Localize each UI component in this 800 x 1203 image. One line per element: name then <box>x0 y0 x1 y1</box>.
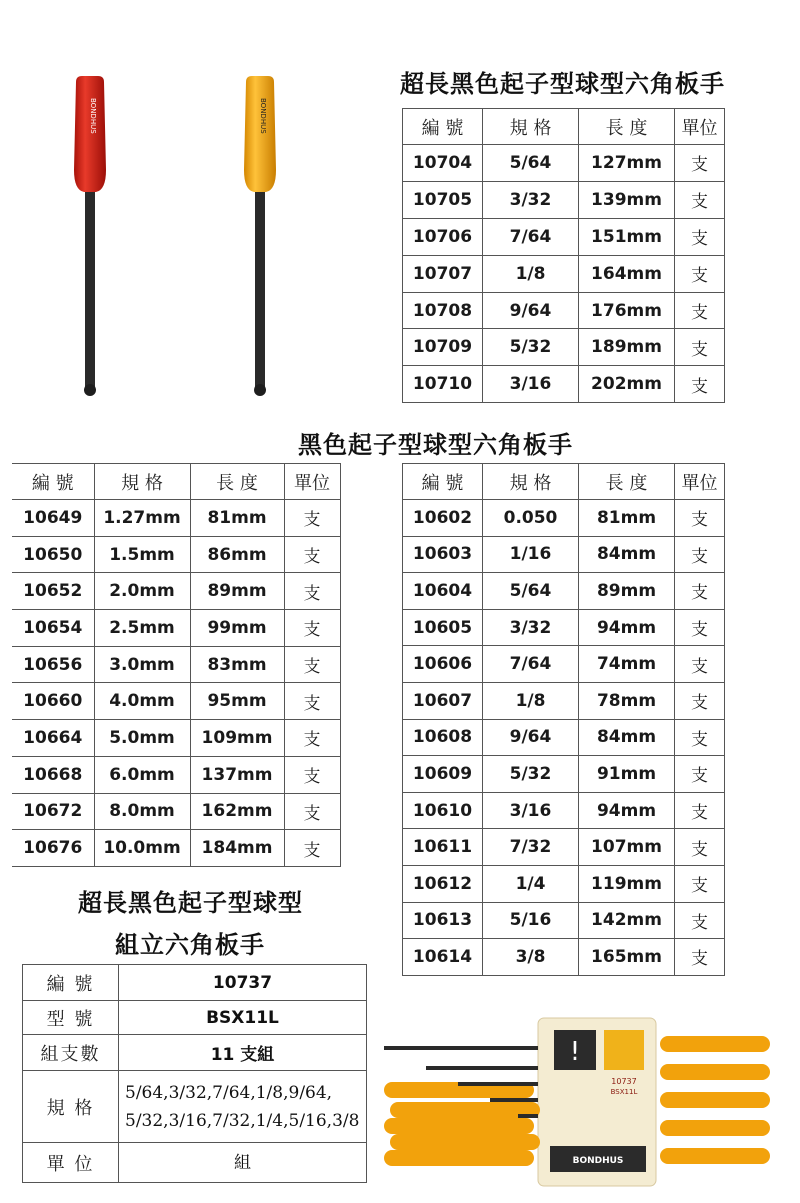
code-cell: 10611 <box>403 829 483 866</box>
length-cell: 78mm <box>579 682 675 719</box>
set-driver-handle <box>660 1036 770 1052</box>
size-cell: 8.0mm <box>94 793 190 830</box>
length-cell: 162mm <box>190 793 284 830</box>
size-cell: 3/32 <box>483 609 579 646</box>
header-length: 長 度 <box>579 464 675 500</box>
table-row <box>12 756 340 793</box>
length-cell: 94mm <box>579 792 675 829</box>
set-driver-shaft <box>458 1082 538 1086</box>
set-spec-line1: 5/64,3/32,7/64,1/8,9/64, <box>125 1082 333 1103</box>
size-cell: 0.050 <box>483 500 579 537</box>
size-cell: 1.27mm <box>94 500 190 537</box>
unit-cell: 支 <box>675 829 725 866</box>
code-cell: 10660 <box>12 683 94 720</box>
header-code: 編 號 <box>403 109 483 145</box>
unit-cell: 支 <box>284 683 340 720</box>
set-model-value: BSX11L <box>119 1001 367 1035</box>
code-cell: 10707 <box>403 255 483 292</box>
unit-cell: 支 <box>675 145 725 182</box>
code-cell: 10705 <box>403 181 483 218</box>
set-pack-model: BSX11L <box>610 1088 638 1096</box>
length-cell: 109mm <box>190 720 284 757</box>
size-cell: 3/32 <box>483 181 579 218</box>
svg-text:!: ! <box>569 1037 581 1067</box>
unit-cell: 支 <box>675 255 725 292</box>
yellow-driver-photo <box>230 70 290 400</box>
set-driver-handle <box>390 1134 540 1150</box>
size-cell: 5.0mm <box>94 720 190 757</box>
unit-cell: 支 <box>675 902 725 939</box>
unit-cell: 支 <box>284 756 340 793</box>
set-pack-label: 10737 <box>611 1077 637 1086</box>
length-cell: 176mm <box>579 292 675 329</box>
set-spec-value <box>119 1071 367 1143</box>
size-cell: 1/8 <box>483 255 579 292</box>
code-cell: 10607 <box>403 682 483 719</box>
unit-cell: 支 <box>675 500 725 537</box>
set-count-label: 組支數 <box>23 1035 119 1071</box>
set-unit-label: 單 位 <box>23 1143 119 1183</box>
size-cell: 7/64 <box>483 218 579 255</box>
unit-cell: 支 <box>675 609 725 646</box>
length-cell: 127mm <box>579 145 675 182</box>
header-unit: 單位 <box>675 109 725 145</box>
size-cell: 4.0mm <box>94 683 190 720</box>
header-size: 規 格 <box>483 464 579 500</box>
code-cell: 10603 <box>403 536 483 573</box>
table-metric <box>12 463 341 867</box>
set-spec-label: 規 格 <box>23 1071 119 1143</box>
code-cell: 10672 <box>12 793 94 830</box>
table-row <box>403 939 725 976</box>
size-cell: 3.0mm <box>94 646 190 683</box>
length-cell: 94mm <box>579 609 675 646</box>
table-row <box>403 682 725 719</box>
table-row <box>12 610 340 647</box>
unit-cell: 支 <box>675 865 725 902</box>
code-cell: 10609 <box>403 756 483 793</box>
table-row <box>12 793 340 830</box>
unit-cell: 支 <box>675 646 725 683</box>
header-unit: 單位 <box>675 464 725 500</box>
table-long-series <box>402 108 725 403</box>
set-driver-shaft <box>490 1098 538 1102</box>
length-cell: 83mm <box>190 646 284 683</box>
code-cell: 10668 <box>12 756 94 793</box>
table-row <box>12 500 340 537</box>
size-cell: 1/4 <box>483 865 579 902</box>
length-cell: 142mm <box>579 902 675 939</box>
length-cell: 74mm <box>579 646 675 683</box>
table-row <box>403 865 725 902</box>
red-driver-photo <box>60 70 120 400</box>
length-cell: 86mm <box>190 536 284 573</box>
title-long-series: 超長黑色起子型球型六角板手 <box>400 70 725 98</box>
size-cell: 1/16 <box>483 536 579 573</box>
table-row <box>403 902 725 939</box>
length-cell: 119mm <box>579 865 675 902</box>
length-cell: 91mm <box>579 756 675 793</box>
set-driver-handle <box>390 1102 540 1118</box>
set-driver-handle <box>660 1064 770 1080</box>
size-cell: 9/64 <box>483 719 579 756</box>
size-cell: 5/64 <box>483 145 579 182</box>
code-cell: 10708 <box>403 292 483 329</box>
svg-text:BONDHUS: BONDHUS <box>89 98 97 134</box>
table-row <box>12 830 340 867</box>
code-cell: 10612 <box>403 865 483 902</box>
table-row <box>403 829 725 866</box>
set-pack-brand: BONDHUS <box>572 1156 624 1166</box>
set-driver-shaft <box>384 1046 538 1050</box>
unit-cell: 支 <box>675 292 725 329</box>
table-row <box>403 255 725 292</box>
unit-cell: 支 <box>284 830 340 867</box>
length-cell: 81mm <box>190 500 284 537</box>
set-spec-line2: 5/32,3/16,7/32,1/4,5/16,3/8 <box>125 1110 360 1131</box>
size-cell: 3/16 <box>483 792 579 829</box>
set-driver-shaft <box>426 1066 538 1070</box>
unit-cell: 支 <box>284 720 340 757</box>
set-driver-handle <box>660 1148 770 1164</box>
table-row <box>403 329 725 366</box>
table-row <box>12 536 340 573</box>
table-row <box>403 500 725 537</box>
size-cell: 2.5mm <box>94 610 190 647</box>
length-cell: 84mm <box>579 536 675 573</box>
set-driver-handle <box>660 1120 770 1136</box>
header-size: 規 格 <box>483 109 579 145</box>
length-cell: 89mm <box>190 573 284 610</box>
unit-cell: 支 <box>675 181 725 218</box>
table-row <box>403 646 725 683</box>
set-driver-shaft <box>518 1114 538 1118</box>
header-code: 編 號 <box>403 464 483 500</box>
set-driver-handle <box>384 1118 534 1134</box>
unit-cell: 支 <box>675 939 725 976</box>
table-row <box>12 720 340 757</box>
table-row <box>403 756 725 793</box>
code-cell: 10654 <box>12 610 94 647</box>
unit-cell: 支 <box>284 610 340 647</box>
set-code-value: 10737 <box>119 965 367 1001</box>
unit-cell: 支 <box>675 792 725 829</box>
header-size: 規 格 <box>94 464 190 500</box>
set-model-label: 型 號 <box>23 1001 119 1035</box>
length-cell: 81mm <box>579 500 675 537</box>
table-row <box>403 181 725 218</box>
unit-cell: 支 <box>675 756 725 793</box>
table-row <box>12 683 340 720</box>
length-cell: 137mm <box>190 756 284 793</box>
unit-cell: 支 <box>284 500 340 537</box>
code-cell: 10610 <box>403 792 483 829</box>
header-length: 長 度 <box>579 109 675 145</box>
unit-cell: 支 <box>284 536 340 573</box>
unit-cell: 支 <box>675 366 725 403</box>
table-set <box>22 964 367 1183</box>
length-cell: 107mm <box>579 829 675 866</box>
code-cell: 10606 <box>403 646 483 683</box>
code-cell: 10652 <box>12 573 94 610</box>
unit-cell: 支 <box>675 536 725 573</box>
code-cell: 10704 <box>403 145 483 182</box>
table-row <box>403 609 725 646</box>
code-cell: 10649 <box>12 500 94 537</box>
table-row <box>403 792 725 829</box>
length-cell: 99mm <box>190 610 284 647</box>
set-title-line2: 組立六角板手 <box>115 931 265 959</box>
table-row <box>403 573 725 610</box>
title-standard-series: 黑色起子型球型六角板手 <box>298 431 573 459</box>
size-cell: 6.0mm <box>94 756 190 793</box>
size-cell: 5/32 <box>483 329 579 366</box>
table-row <box>403 719 725 756</box>
unit-cell: 支 <box>284 573 340 610</box>
size-cell: 2.0mm <box>94 573 190 610</box>
table-row <box>403 292 725 329</box>
table-row <box>12 573 340 610</box>
code-cell: 10605 <box>403 609 483 646</box>
code-cell: 10709 <box>403 329 483 366</box>
table-row <box>12 646 340 683</box>
header-length: 長 度 <box>190 464 284 500</box>
unit-cell: 支 <box>675 573 725 610</box>
code-cell: 10650 <box>12 536 94 573</box>
code-cell: 10604 <box>403 573 483 610</box>
length-cell: 165mm <box>579 939 675 976</box>
code-cell: 10676 <box>12 830 94 867</box>
length-cell: 202mm <box>579 366 675 403</box>
size-cell: 1.5mm <box>94 536 190 573</box>
length-cell: 89mm <box>579 573 675 610</box>
code-cell: 10710 <box>403 366 483 403</box>
table-row <box>403 145 725 182</box>
unit-cell: 支 <box>675 218 725 255</box>
set-code-label: 編 號 <box>23 965 119 1001</box>
code-cell: 10613 <box>403 902 483 939</box>
set-driver-handle <box>660 1092 770 1108</box>
length-cell: 151mm <box>579 218 675 255</box>
svg-text:BONDHUS: BONDHUS <box>259 98 267 134</box>
size-cell: 5/16 <box>483 902 579 939</box>
unit-cell: 支 <box>675 719 725 756</box>
length-cell: 139mm <box>579 181 675 218</box>
unit-cell: 支 <box>675 329 725 366</box>
header-unit: 單位 <box>284 464 340 500</box>
table-inch <box>402 463 725 976</box>
size-cell: 10.0mm <box>94 830 190 867</box>
table-row <box>403 218 725 255</box>
size-cell: 7/32 <box>483 829 579 866</box>
size-cell: 3/16 <box>483 366 579 403</box>
size-cell: 9/64 <box>483 292 579 329</box>
code-cell: 10656 <box>12 646 94 683</box>
set-product-photo <box>378 1012 788 1192</box>
header-code: 編 號 <box>12 464 94 500</box>
set-unit-value: 組 <box>119 1143 367 1183</box>
code-cell: 10614 <box>403 939 483 976</box>
size-cell: 7/64 <box>483 646 579 683</box>
size-cell: 1/8 <box>483 682 579 719</box>
length-cell: 184mm <box>190 830 284 867</box>
length-cell: 95mm <box>190 683 284 720</box>
unit-cell: 支 <box>284 646 340 683</box>
length-cell: 84mm <box>579 719 675 756</box>
table-row <box>403 366 725 403</box>
set-title-line1: 超長黑色起子型球型 <box>78 889 303 917</box>
set-count-value: 11 支組 <box>119 1035 367 1071</box>
size-cell: 3/8 <box>483 939 579 976</box>
code-cell: 10602 <box>403 500 483 537</box>
table-row <box>403 536 725 573</box>
code-cell: 10664 <box>12 720 94 757</box>
size-cell: 5/32 <box>483 756 579 793</box>
set-driver-handle <box>384 1150 534 1166</box>
code-cell: 10706 <box>403 218 483 255</box>
unit-cell: 支 <box>284 793 340 830</box>
size-cell: 5/64 <box>483 573 579 610</box>
length-cell: 189mm <box>579 329 675 366</box>
length-cell: 164mm <box>579 255 675 292</box>
unit-cell: 支 <box>675 682 725 719</box>
code-cell: 10608 <box>403 719 483 756</box>
